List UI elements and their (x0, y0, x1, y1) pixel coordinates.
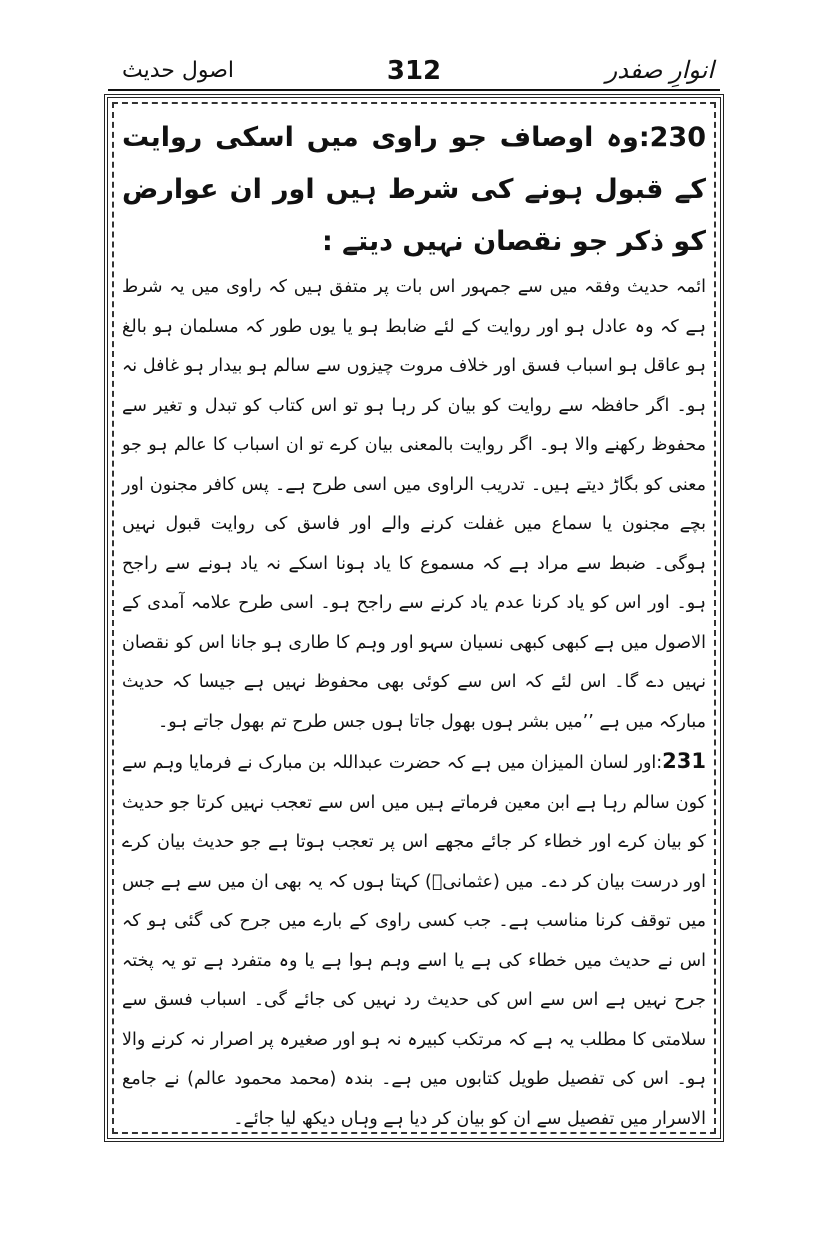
paragraph-1 (122, 268, 706, 742)
paragraph-2-number: 231 (662, 749, 706, 773)
page-body (118, 104, 710, 1129)
page-header (108, 52, 720, 92)
paragraph-2-text: :اور لسان المیزان میں ہے کہ حضرت عبداللہ بن مبارک نے فرمایا وہم سے کون سالم رہا ہے ابن معین فرماتے ہیں میں اس سے تعجب نہیں کرتا جو حدیث کو بیان کرے اور خطاء کر جائے مجھے اس پر تعجب ہوتا ہے جو حدیث بیان کرے اور درست بیان کر دے۔ میں (عثمانیؒ) کہتا ہوں کہ یہ بھی ان میں سے ہے جس میں توقف کرنا مناسب ہے۔ جب کسی راوی کے بارے میں جرح کی گئی ہو کہ اس نے حدیث میں خطاء کی ہے یا اسے وہم ہوا ہے یا وہ متفرد ہے تو یہ پختہ جرح نہیں ہے اس سے اس کی حدیث رد نہیں کی جائے گی۔ اسباب فسق سے سلامتی کا مطلب یہ ہے کہ مرتکب کبیرہ نہ ہو اور صغیرہ پر اصرار نہ کرنے والا ہو۔ اس کی تفصیل طویل کتابوں میں ہے۔ بندہ (محمد محمود عالم) نے جامع الاسرار میں تفصیل سے ان کو بیان کر دیا ہے وہاں دیکھ لیا جائے۔ (122, 753, 706, 1129)
page-number: 312 (386, 56, 442, 86)
heading-number: 230 (649, 122, 706, 153)
section-title: اصول حدیث (122, 58, 235, 83)
paragraph-1-text: ائمہ حدیث وفقہ میں سے جمہور اس بات پر متفق ہیں کہ راوی میں یہ شرط ہے کہ وہ عادل ہو اور روایت کے لئے ضابط ہو یا یوں طور کہ مسلمان ہو بالغ ہو عاقل ہو اسباب فسق اور خلاف مروت چیزوں سے سالم ہو بیدار ہو غافل نہ ہو۔ اگر حافظہ سے روایت کو بیان کر رہا ہو تو اس کتاب کو تبدل و تغیر سے محفوظ رکھنے والا ہو۔ اگر روایت بالمعنی بیان کرے تو ان اسباب کا عالم ہو جو معنی کو بگاڑ دیتے ہیں۔ تدریب الراوی میں اسی طرح ہے۔ پس کافر مجنون اور بچے مجنون یا سماع میں غفلت کرنے والے اور فاسق کی روایت قبول نہیں ہوگی۔ ضبط سے مراد ہے کہ مسموع کا یاد ہونا اسکے نہ یاد ہونے سے راجح ہو۔ اور اس کو یاد کرنا عدم یاد کرنے سے راجح ہو۔ اسی طرح علامہ آمدی کے الاصول میں ہے کبھی کبھی نسیان سہو اور وہم کا طاری ہو جانا اس کو نقصان نہیں دے گا۔ اس لئے کہ اس سے کوئی بھی محفوظ نہیں ہے جیسا کہ حدیث مبارکہ میں ہے ’’میں بشر ہوں بھول جاتا ہوں جس طرح تم بھول جاتے ہو۔ (122, 277, 706, 732)
heading-text: :وہ اوصاف جو راوی میں اسکی روایت کے قبول ہونے کی شرط ہیں اور ان عوارض کو ذکر جو نقصان نہیں دیتے : (122, 122, 706, 257)
book-title: انوارِ صفدر (605, 56, 714, 84)
paragraph-2 (122, 742, 706, 1139)
section-heading (122, 112, 706, 268)
header-divider (108, 89, 720, 91)
